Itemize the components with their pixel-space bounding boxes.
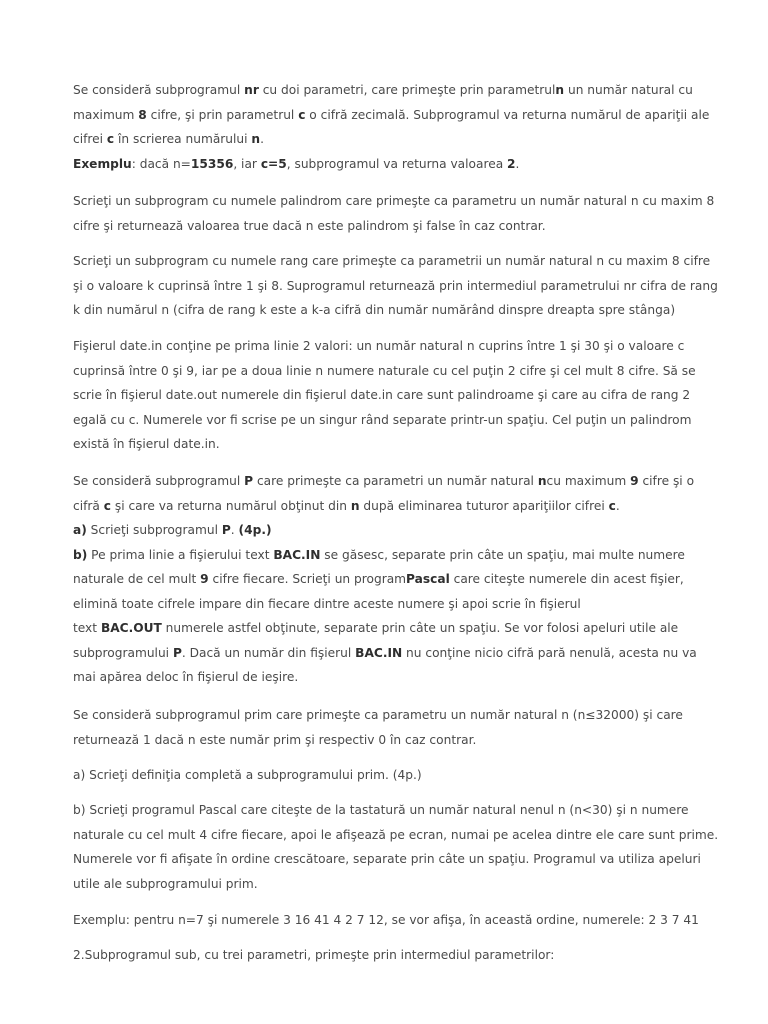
bold-term: (4p.)	[238, 523, 272, 537]
text-line: Scrieţi un subprogram cu numele rang care primeşte ca parametrii un număr natural n cu maxim 8 cifre	[73, 254, 711, 268]
text-run: .	[260, 132, 264, 146]
text-run: cu maximum	[546, 474, 631, 488]
text-run: după eliminarea tuturor apariţiilor cifrei	[359, 498, 609, 513]
bold-term: c=5	[260, 156, 287, 171]
bold-term: n	[251, 132, 261, 146]
text-line: egală cu c. Numerele vor fi scrise pe un singur rând separate printr-un spaţiu. Cel puţin un palindrom	[73, 412, 692, 427]
text-line: b) Scrieţi programul Pascal care citeşte de la tastatură un număr natural nenul n (n<30) şi n numere	[73, 803, 689, 817]
text-run: Pe prima linie a fişierului text	[87, 547, 274, 562]
task-b-line	[73, 543, 703, 568]
bold-term: 9	[630, 474, 639, 488]
text-run: : dacă n=	[131, 156, 191, 171]
text-line: k din numărul n (cifra de rang k este a k-a cifră din număr numărând dinspre dreapta spre stânga)	[73, 303, 676, 317]
bold-term: P	[172, 645, 182, 660]
text-run: cifre, şi prin parametrul	[146, 107, 299, 122]
text-run: şi care va returna numărul obţinut din	[110, 498, 351, 513]
text-line: utile ale subprogramului prim.	[73, 876, 258, 891]
bold-term: P	[244, 474, 254, 488]
paragraph-example	[73, 908, 703, 933]
bold-term: a)	[73, 523, 87, 537]
text-run: cifre fiecare. Scrieţi un program	[208, 572, 407, 586]
paragraph-date-in	[73, 334, 703, 457]
paragraph-prim	[73, 703, 703, 752]
bold-term: BAC.OUT	[100, 621, 162, 635]
bold-term: b)	[73, 547, 88, 562]
bold-term: c	[298, 107, 306, 122]
text-run: un număr natural cu	[564, 83, 693, 97]
example-line	[73, 152, 703, 177]
text-line	[73, 469, 703, 494]
text-line: a) Scrieţi definiţia completă a subprogramului prim. (4p.)	[73, 768, 422, 782]
text-run: o cifră zecimală. Subprogramul va returna numărul de apariţii ale	[305, 107, 710, 122]
text-line	[73, 127, 703, 152]
text-line: returnează 1 dacă n este număr prim şi respectiv 0 în caz contrar.	[73, 732, 477, 747]
paragraph-nr-subprogram	[73, 78, 710, 176]
text-run: Scrieţi subprogramul	[86, 523, 222, 537]
text-line	[73, 567, 703, 592]
bold-term: c	[106, 132, 115, 146]
text-run: .	[230, 523, 239, 537]
bold-term: P	[221, 523, 231, 537]
bold-term: 9	[200, 572, 209, 586]
text-line: Scrieţi un subprogram cu numele palindrom care primeşte ca parametru un număr natural n cu maxim 8	[73, 194, 715, 208]
text-run: numerele astfel obţinute, separate prin câte un spaţiu. Se vor folosi apeluri utile ale	[161, 621, 679, 635]
bold-term: n	[555, 83, 565, 97]
text-line: cifre şi returnează valoarea true dacă n este palindrom şi false în caz contrar.	[73, 218, 546, 233]
text-line: Fişierul date.in conţine pe prima linie 2 valori: un număr natural n cuprins între 1 şi 30 şi o valoare c	[73, 339, 685, 353]
text-run: nu conţine nicio cifră pară nenulă, acesta nu va	[402, 645, 697, 660]
text-line: naturale cu cel mult 4 cifre fiecare, apoi le afişează pe ecran, numai pe acelea dintre ele care sunt prime.	[73, 827, 719, 842]
text-run: subprogramului	[73, 645, 173, 660]
bold-term: nr	[244, 83, 259, 97]
paragraph-sub	[73, 943, 703, 968]
text-run: . Dacă un număr din fişierul	[181, 645, 356, 660]
text-line: cuprinsă între 0 şi 9, iar pe a doua linie n numere naturale cu cel puţin 2 cifre şi cel mult 8 cifre. Să se	[73, 363, 696, 378]
text-run: Se consideră subprogramul	[73, 474, 245, 488]
bold-term: c	[103, 498, 111, 513]
text-line: Se consideră subprogramul prim care primeşte ca parametru un număr natural n (n≤32000) şi care	[73, 708, 683, 722]
text-run: în scrierea numărului	[114, 132, 252, 146]
text-line: Numerele vor fi afişate în ordine crescătoare, separate prin câte un spaţiu. Programul va utiliza apeluri	[73, 852, 701, 866]
text-run: text	[73, 621, 101, 635]
bold-term: n	[537, 474, 547, 488]
paragraph-task-a	[73, 763, 703, 788]
text-line: şi o valoare k cuprinsă între 1 şi 8. Suprogramul returnează prin intermediul parametrului nr cifra de rang	[73, 278, 718, 293]
text-line	[73, 494, 703, 519]
text-run: , iar	[233, 156, 261, 171]
text-line: Exemplu: pentru n=7 şi numerele 3 16 41 4 2 7 12, se vor afişa, în această ordine, numerele: 2 3 7 41	[73, 913, 699, 927]
text-line: scrie în fişierul date.out numerele din fişierul date.in care sunt palindroame şi care au cifra de rang 2	[73, 388, 691, 402]
text-line	[73, 78, 703, 103]
bold-term: n	[350, 498, 360, 513]
text-line: elimină toate cifrele impare din fiecare dintre aceste numere şi apoi scrie în fişierul	[73, 596, 581, 611]
text-line	[73, 641, 703, 666]
text-run: , subprogramul va returna valoarea	[286, 156, 508, 171]
bold-term: BAC.IN	[355, 645, 403, 660]
bold-term: 15356	[190, 156, 234, 171]
text-run: maximum	[73, 107, 139, 122]
paragraph-subprogram-p	[73, 469, 703, 690]
text-line: există în fişierul date.in.	[73, 437, 220, 451]
bold-term: 8	[138, 107, 147, 122]
text-run: care citeşte numerele din acest fişier,	[449, 572, 684, 586]
text-run: se găsesc, separate prin câte un spaţiu, mai multe numere	[320, 547, 685, 562]
bold-term: BAC.IN	[273, 547, 321, 562]
text-line	[73, 103, 710, 128]
bold-term: Exemplu	[73, 156, 132, 171]
text-run: naturale de cel mult	[73, 572, 201, 586]
text-run: cu doi parametri, care primeşte prin parametrul	[258, 83, 556, 97]
text-run: .	[615, 498, 620, 513]
paragraph-rang	[73, 249, 718, 323]
task-a-line	[73, 518, 703, 543]
paragraph-palindrom	[73, 189, 715, 238]
bold-term: 2	[507, 156, 516, 171]
text-line: mai apărea deloc în fişierul de ieşire.	[73, 670, 299, 684]
bold-term: c	[608, 498, 616, 513]
text-line	[73, 616, 703, 641]
text-run: cifrei	[73, 132, 107, 146]
text-line: 2.Subprogramul sub, cu trei parametri, primeşte prin intermediul parametrilor:	[73, 948, 555, 962]
text-run: cifre şi o	[638, 474, 695, 488]
text-run: Se consideră subprogramul	[73, 83, 245, 97]
text-run: care primeşte ca parametri un număr natural	[253, 474, 538, 488]
paragraph-task-b	[73, 798, 719, 896]
text-run: .	[515, 156, 520, 171]
text-run: cifră	[73, 498, 104, 513]
bold-term: Pascal	[406, 572, 450, 586]
